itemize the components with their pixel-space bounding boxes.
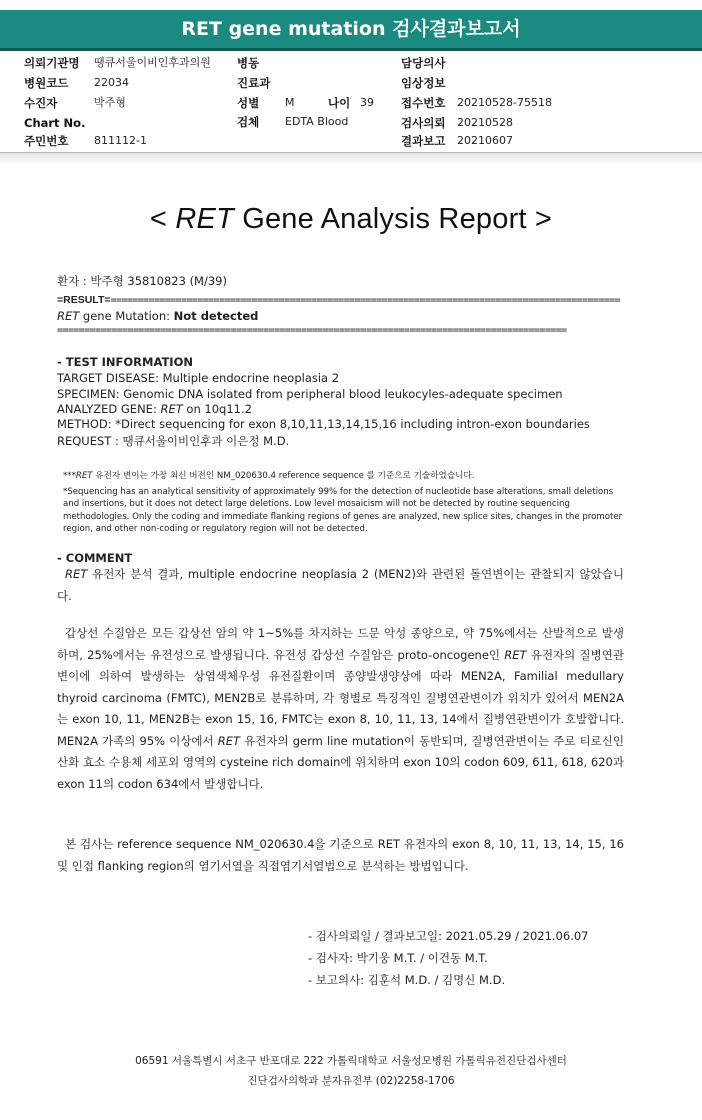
label-report-date: 결과보고 [401, 134, 446, 148]
result-divider-top [57, 292, 627, 308]
value-hospital-code: 22034 [94, 76, 129, 89]
label-resident-no: 주민번호 [24, 134, 69, 148]
report-title-rest: Gene Analysis Report > [233, 203, 553, 235]
report-title [0, 203, 702, 236]
signature-physicians: - 보고의사: 김훈석 M.D. / 김명신 M.D. [308, 973, 506, 987]
label-hospital-code: 병원코드 [24, 76, 69, 90]
banner-underline [0, 48, 702, 51]
label-receipt-no: 접수번호 [401, 96, 446, 110]
reference-note [63, 470, 623, 482]
sensitivity-note: *Sequencing has an analytical sensitivity of approximately 99% for the detection of nucleotide base alterations, small deletions and insertions, but it does not detect large deletions. Low level mosaicism will not be detected by routine sequencing methodologies. Only the coding and immediate flanking regions of genes are analyzed, new splice sites, changes in the promoter region, and other non-coding or regulatory region will not be detected. [63, 487, 623, 535]
patient-line: 환자 : 박주형 35810823 (M/39) [57, 274, 227, 288]
header-shadow [0, 153, 702, 165]
comment-p2-gene2: RET [217, 733, 241, 748]
request-line: REQUEST : 땡큐서울이비인후과 이은정 M.D. [57, 434, 290, 448]
comment-paragraph-1 [57, 564, 624, 607]
value-institution: 땡큐서울이비인후과의원 [94, 56, 211, 69]
value-specimen: EDTA Blood [285, 115, 349, 128]
label-clinical-info: 임상정보 [401, 76, 446, 90]
signature-technicians: - 검사자: 박기웅 M.T. / 이건동 M.T. [308, 951, 488, 965]
comment-paragraph-3 [57, 834, 624, 877]
specimen-line: SPECIMEN: Genomic DNA isolated from peripheral blood leukocyles-adequate specimen [57, 387, 563, 401]
comment-p3-text: 본 검사는 reference sequence NM_020630.4을 기준으로 RET 유전자의 exon 8, 10, 11, 13, 14, 15, 16 및 인접 flanking region의 염기서열을 직접염기서열법으로 분석하는 방법입니다. [57, 837, 624, 873]
comment-p2-b: 유전자의 질병연관변이에 의하여 발생하는 상염색체우성 유전질환이며 종양발생양상에 따라 MEN2A, Familial medullary thyroid carcinoma (FMTC), MEN2B로 분류하며, 각 형별로 특징적인 질병연관변이가 위치가 있어서 MEN2A는 exon 10, 11, MEN2B는 exon 15, 16, FMTC는 exon 8, 10, 11, 13, 14에서 질병연관변이가 호발합니다. MEN2A 가족의 95% 이상에서 [57, 647, 624, 748]
label-chart-no: Chart No. [24, 116, 86, 130]
report-banner [0, 10, 702, 48]
analyzed-rest: on 10q11.2 [182, 402, 252, 416]
reference-note-rest: 유전자 변이는 가장 최신 버전인 NM_020630.4 reference sequence 를 기준으로 기술하였습니다. [92, 471, 475, 481]
analyzed-label: ANALYZED GENE: [57, 402, 161, 416]
result-label: =RESULT= [57, 294, 111, 306]
comment-p1-text: 유전자 분석 결과, multiple endocrine neoplasia 2 (MEN2)와 관련된 돌연변이는 관찰되지 않았습니다. [57, 567, 624, 603]
analyzed-gene-line [57, 401, 627, 417]
value-report-date: 20210607 [457, 134, 513, 147]
label-sex: 성별 [237, 96, 260, 110]
value-patient: 박주형 [94, 96, 126, 109]
value-age: 39 [360, 96, 374, 109]
test-info-heading: - TEST INFORMATION [57, 355, 193, 369]
value-resident-no: 811112-1 [94, 134, 147, 147]
patient-header [0, 55, 702, 155]
comment-heading: - COMMENT [57, 551, 133, 565]
label-department: 진료과 [237, 76, 271, 90]
reference-note-gene: RET [75, 471, 93, 481]
label-ward: 병동 [237, 56, 260, 70]
value-sex: M [285, 96, 295, 109]
result-equals-bottom: ============================================================================================== [57, 325, 567, 336]
report-title-gene: RET [175, 203, 234, 235]
signature-dates: - 검사의뢰일 / 결과보고일: 2021.05.29 / 2021.06.07 [308, 929, 589, 943]
target-disease: TARGET DISEASE: Multiple endocrine neoplasia 2 [57, 371, 340, 385]
result-mutation-line [57, 308, 627, 324]
comment-p2-c: 유전자의 germ line mutation이 동반되며, 질병연관변이는 주로 티로신인산화 효소 수용체 세포외 영역의 cysteine rich domain에 위치하며 exon 10의 codon 609, 611, 618, 620과 exon 11의 codon 634에서 발생합니다. [57, 733, 624, 791]
reference-note-prefix: *** [63, 471, 76, 481]
footer-address: 06591 서울특별시 서초구 반포대로 222 가톨릭대학교 서울성모병원 가톨릭유전진단검사센터 [135, 1055, 567, 1067]
label-age: 나이 [328, 96, 351, 110]
banner-title: RET gene mutation 검사결과보고서 [181, 18, 521, 40]
comment-paragraph-2 [57, 623, 624, 795]
label-specimen: 검체 [237, 115, 260, 129]
comment-p1-gene: RET [65, 567, 88, 581]
result-mutation-text: gene Mutation: [79, 309, 174, 323]
result-divider-bottom [57, 323, 627, 339]
comment-p2-gene1: RET [504, 647, 527, 662]
analyzed-gene: RET [160, 402, 183, 416]
value-receipt-no: 20210528-75518 [457, 96, 552, 109]
result-equals-top: ============================================================================================== [110, 295, 621, 306]
result-mutation-value: Not detected [173, 309, 259, 323]
label-request-date: 검사의뢰 [401, 116, 446, 130]
label-patient: 수진자 [24, 96, 58, 110]
value-request-date: 20210528 [457, 116, 513, 129]
method-line: METHOD: *Direct sequencing for exon 8,10,11,13,14,15,16 including intron-exon boundaries [57, 417, 590, 431]
footer-department: 진단검사의학과 분자유전부 (02)2258-1706 [247, 1075, 455, 1087]
label-institution: 의뢰기관명 [24, 56, 80, 70]
report-title-prefix: < [149, 203, 176, 235]
comment-p2-a: 갑상선 수질암은 모든 갑상선 암의 약 1~5%를 차지하는 드문 악성 종양으로, 약 75%에서는 산발적으로 발생하며, 25%에서는 유전성으로 발생됩니다. 유전성 갑상선 수질암은 proto-oncogene인 [57, 626, 624, 662]
label-physician: 담당의사 [401, 56, 446, 70]
result-gene: RET [57, 309, 80, 323]
